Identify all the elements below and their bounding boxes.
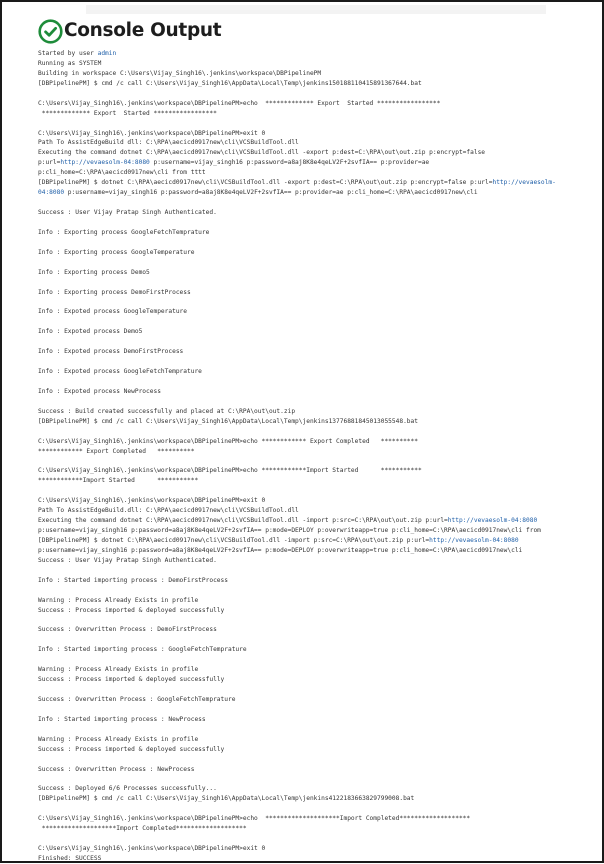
console-line: [38, 526, 598, 536]
console-line: [38, 516, 598, 526]
console-line: [38, 79, 598, 89]
console-line: [38, 586, 598, 596]
console-line: [38, 745, 598, 755]
console-text: C:\Users\Vijay_Singh16\.jenkins\workspace\DBPipelinePM>echo ********************Import Completed*******************: [38, 815, 471, 823]
console-text: Info : Started importing process : GoogleFetchTemprature: [38, 646, 247, 654]
console-line: [38, 367, 598, 377]
console-line: [38, 695, 598, 705]
console-link[interactable]: 04:8080: [38, 189, 65, 197]
console-line: [38, 546, 598, 556]
console-line: [38, 218, 598, 228]
console-line: [38, 268, 598, 278]
console-line: [38, 188, 598, 198]
console-text: Warning : Process Already Exists in profile: [38, 735, 199, 743]
console-line: [38, 49, 598, 59]
console-line: [38, 119, 598, 129]
console-text: p:url=: [38, 159, 61, 167]
console-link[interactable]: http://vevaesolm-04:8080: [447, 517, 538, 525]
console-line: [38, 625, 598, 635]
console-link[interactable]: admin: [97, 50, 117, 57]
console-line: [38, 109, 598, 119]
console-line: [38, 765, 598, 775]
console-line: [38, 288, 598, 298]
console-text: ********************Import Completed*******************: [38, 825, 247, 833]
console-text: Executing the command dotnet C:\RPA\aecicd0917new\cli\VCSBuildTool.dll -import p:src=C:\RPA\out\out.zip p:url=: [38, 517, 448, 525]
console-line: [38, 407, 598, 417]
console-line: [38, 834, 598, 844]
console-line: [38, 615, 598, 625]
console-text: Success : Overwritten Process : NewProcess: [38, 765, 195, 773]
console-line: [38, 397, 598, 407]
console-text: Info : Started importing process : DemoFirstProcess: [38, 576, 228, 584]
console-line: [38, 278, 598, 288]
console-line: [38, 794, 598, 804]
console-line: [38, 576, 598, 586]
console-text: Success : User Vijay Pratap Singh Authenticated.: [38, 556, 217, 564]
console-text: p:cli_home=C:\RPA\aecicd0917new\cli from tttt: [38, 169, 206, 177]
console-line: [38, 89, 598, 99]
console-text: Success : Process imported & deployed successfully: [38, 606, 225, 614]
console-line: [38, 536, 598, 546]
console-line: [38, 347, 598, 357]
console-line: [38, 337, 598, 347]
console-line: [38, 774, 598, 784]
console-line: [38, 258, 598, 268]
top-bar: [86, 5, 546, 14]
console-line: [38, 138, 598, 148]
console-line: [38, 377, 598, 387]
console-text: Success : Overwritten Process : GoogleFetchTemprature: [38, 695, 236, 703]
console-line: [38, 228, 598, 238]
console-line: [38, 456, 598, 466]
console-line: [38, 556, 598, 566]
console-line: [38, 129, 598, 139]
console-text: Success : Process imported & deployed successfully: [38, 745, 225, 753]
console-text: p:username=vijay_singh16 p:password=a8aj8K8e4qeLV2F+2svfIA== p:provider=ae p:cli_home=C:\RPA\aecicd0917new\cli: [64, 189, 478, 197]
page-title: Console Output: [64, 20, 222, 41]
console-text: ************* Export Started *****************: [38, 109, 217, 117]
console-text: C:\Users\Vijay_Singh16\.jenkins\workspace\DBPipelinePM>echo ************* Export Started *****************: [38, 99, 441, 107]
console-line: [38, 327, 598, 337]
console-line: [38, 59, 598, 69]
console-line: [38, 99, 598, 109]
console-line: [38, 307, 598, 317]
console-line: [38, 208, 598, 218]
console-line: [38, 486, 598, 496]
console-line: [38, 685, 598, 695]
console-link[interactable]: http://vevaesolm-04:8080: [60, 159, 150, 167]
console-text: Building in workspace C:\Users\Vijay_Singh16\.jenkins\workspace\DBPipelinePM: [38, 69, 322, 77]
console-line: [38, 387, 598, 397]
console-line: [38, 168, 598, 178]
console-line: [38, 198, 598, 208]
console-text: Info : Exporting process GoogleFetchTemprature: [38, 228, 210, 236]
console-text: Finished: SUCCESS: [38, 854, 102, 862]
console-line: [38, 844, 598, 854]
console-line: [38, 476, 598, 486]
console-line: [38, 417, 598, 427]
console-text: p:username=vijay_singh16 p:password=a8aj8K8e4qeLV2F+2svfIA== p:mode=DEPLOY p:overwriteapp=true p:cli_home=C:\RPA\aecicd0917new\cli: [38, 546, 523, 554]
console-line: [38, 655, 598, 665]
console-text: ************ Export Completed **********: [38, 447, 195, 455]
console-line: [38, 427, 598, 437]
console-line: [38, 297, 598, 307]
console-line: [38, 437, 598, 447]
console-link[interactable]: http://vevaesolm-: [492, 179, 556, 187]
console-text: Started by user: [38, 50, 98, 57]
console-line: [38, 357, 598, 367]
console-text: ************Import Started ***********: [38, 477, 199, 485]
console-text: p:username=vijay_singh16 p:password=a8aj8K8e4qeLV2F+2svfIA== p:mode=DEPLOY p:overwriteapp=true p:cli_home=C:\RPA\aecicd0917new\cli from: [38, 527, 541, 534]
console-text: Info : Expoted process NewProcess: [38, 387, 161, 395]
page-header: [38, 18, 221, 44]
console-text: [DBPipelinePM] $ cmd /c call C:\Users\Vijay_Singh16\AppData\Local\Temp\jenkins150188110415891367644.bat: [38, 79, 422, 87]
console-line: [38, 178, 598, 188]
console-text: Info : Exporting process Demo5: [38, 268, 150, 276]
console-link[interactable]: http://vevaesolm-04:8080: [429, 536, 519, 544]
console-line: [38, 725, 598, 735]
check-circle-icon: [38, 19, 63, 44]
console-line: [38, 715, 598, 725]
console-text: Success : Build created successfully and placed at C:\RPA\out\out.zip: [38, 407, 296, 415]
console-line: [38, 824, 598, 834]
console-text: Path To AssistEdgeBuild.dll: C:\RPA\aecicd0917new\cli\VCSBuildTool.dll: [38, 507, 299, 515]
console-line: [38, 755, 598, 765]
console-text: Info : Exporting process DemoFirstProcess: [38, 288, 191, 296]
console-text: [DBPipelinePM] $ cmd /c call C:\Users\Vijay_Singh16\AppData\Local\Temp\jenkins13776881845013055548.bat: [38, 417, 418, 425]
console-text: C:\Users\Vijay_Singh16\.jenkins\workspace\DBPipelinePM>exit 0: [38, 497, 266, 505]
console-text: Success : Deployed 6/6 Processes successfully...: [38, 785, 217, 793]
console-text: Success : Overwritten Process : DemoFirstProcess: [38, 626, 217, 634]
console-text: [DBPipelinePM] $ cmd /c call C:\Users\Vijay_Singh16\AppData\Local\Temp\jenkins4122183663829799008.bat: [38, 795, 415, 803]
console-text: Info : Expoted process GoogleTemperature: [38, 308, 188, 316]
console-line: [38, 606, 598, 616]
console-text: [DBPipelinePM] $ dotnet C:\RPA\aecicd0917new\cli\VCSBuildTool.dll -export p:dest=C:\RPA\out\out.zip p:encrypt=false p:url=: [38, 179, 493, 187]
console-text: C:\Users\Vijay_Singh16\.jenkins\workspace\DBPipelinePM>echo ************Import Started ***********: [38, 467, 422, 475]
console-line: [38, 735, 598, 745]
console-text: C:\Users\Vijay_Singh16\.jenkins\workspace\DBPipelinePM>exit 0: [38, 129, 266, 137]
console-line: [38, 854, 598, 864]
console-line: [38, 675, 598, 685]
console-line: [38, 506, 598, 516]
console-text: Warning : Process Already Exists in profile: [38, 596, 199, 604]
console-line: [38, 466, 598, 476]
console-log: [38, 49, 598, 864]
console-line: [38, 705, 598, 715]
console-text: Running as SYSTEM: [38, 59, 102, 67]
console-text: Info : Exporting process GoogleTemperature: [38, 248, 195, 256]
console-line: [38, 317, 598, 327]
console-text: [DBPipelinePM] $ dotnet C:\RPA\aecicd0917new\cli\VCSBuildTool.dll -import p:src=C:\RPA\out\out.zip p:url=: [38, 536, 430, 544]
console-text: Path To AssistEdgeBuild dll: C:\RPA\aecicd0917new\cli\VCSBuildTool.dll: [38, 139, 299, 147]
console-line: [38, 566, 598, 576]
console-line: [38, 158, 598, 168]
console-line: [38, 635, 598, 645]
console-line: [38, 784, 598, 794]
console-line: [38, 447, 598, 457]
console-line: [38, 238, 598, 248]
console-text: Info : Expoted process DemoFirstProcess: [38, 348, 184, 356]
console-text: C:\Users\Vijay_Singh16\.jenkins\workspace\DBPipelinePM>echo ************ Export Completed **********: [38, 437, 418, 445]
console-line: [38, 496, 598, 506]
console-line: [38, 645, 598, 655]
console-line: [38, 248, 598, 258]
console-line: [38, 804, 598, 814]
console-text: Success : Process imported & deployed successfully: [38, 676, 225, 684]
console-text: Success : User Vijay Pratap Singh Authenticated.: [38, 209, 217, 216]
console-line: [38, 596, 598, 606]
console-text: C:\Users\Vijay_Singh16\.jenkins\workspace\DBPipelinePM>exit 0: [38, 845, 266, 852]
console-line: [38, 148, 598, 158]
console-text: Executing the command dotnet C:\RPA\aecicd0917new\cli\VCSBuildTool.dll -export p:dest=C:\RPA\out\out.zip p:encrypt=false: [38, 149, 486, 157]
console-text: Info : Expoted process Demo5: [38, 328, 143, 336]
console-text: Warning : Process Already Exists in profile: [38, 666, 199, 674]
console-text: Info : Started importing process : NewProcess: [38, 715, 206, 723]
console-line: [38, 814, 598, 824]
console-text: Info : Expoted process GoogleFetchTemprature: [38, 368, 202, 375]
console-text: p:username=vijay_singh16 p:password=a8aj8K8e4qeLV2F+2svfIA== p:provider=ae: [149, 159, 430, 167]
console-line: [38, 665, 598, 675]
console-line: [38, 69, 598, 79]
